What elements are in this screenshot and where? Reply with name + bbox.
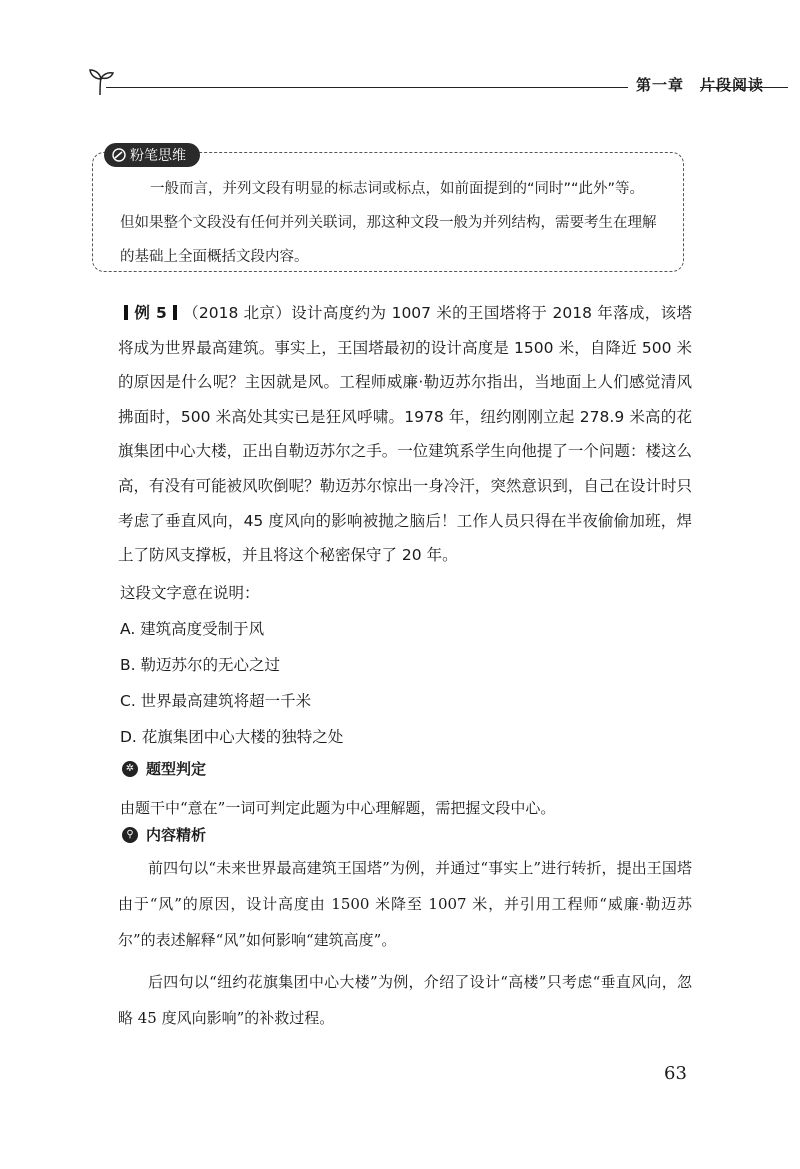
sprout-icon [88, 66, 114, 96]
chalk-line-1: 一般而言，并列文段有明显的标志词或标点，如前面提到的“同时”“此外”等。 [150, 181, 645, 197]
chalk-line-2: 但如果整个文段没有任何并列关联词，那这种文段一般为并列结构，需要考生在理解的基础上全面概括文段内容。 [120, 215, 657, 265]
chalk-tag-label: 粉笔思维 [130, 148, 186, 164]
analysis-paragraph-2: 后四句以“纽约花旗集团中心大楼”为例，介绍了设计“高楼”只考虑“垂直风向，忽略 45 度风向影响”的补救过程。 [118, 973, 692, 1027]
question-block [120, 575, 343, 755]
page-header [88, 66, 788, 100]
option-b: B. 勒迈苏尔的无心之过 [120, 656, 280, 674]
example-label: 例 5 [134, 304, 167, 322]
option-a: A. 建筑高度受制于风 [120, 620, 265, 638]
magnifier-icon: ⚲ [122, 827, 138, 843]
option-d: D. 花旗集团中心大楼的独特之处 [120, 728, 344, 746]
judgement-heading-label: 题型判定 [146, 760, 207, 778]
example-bar-right [173, 305, 177, 320]
example-bar-left [124, 305, 128, 320]
analysis-paragraph-1: 前四句以“未来世界最高建筑王国塔”为例，并通过“事实上”进行转折，提出王国塔由于“风”的原因，设计高度由 1500 米降至 1007 米，并引用工程师“威廉·勒迈苏尔”的表述解释“风”如何影响“建筑高度”。 [118, 859, 692, 949]
header-rule-left [106, 87, 628, 88]
page-number: 63 [664, 1063, 687, 1084]
option-c: C. 世界最高建筑将超一千米 [120, 692, 312, 710]
question-stem: 这段文字意在说明： [120, 584, 260, 602]
chalk-thinking-tag [104, 143, 200, 167]
example-paragraph [118, 296, 692, 573]
analysis-heading-label: 内容精析 [146, 826, 207, 844]
chapter-title: 第一章 片段阅读 [636, 76, 765, 94]
example-body: （2018 北京）设计高度约为 1007 米的王国塔将于 2018 年落成，该塔将成为世界最高建筑。事实上，王国塔最初的设计高度是 1500 米，自降近 500 米的原因是什么呢？主因就是风。工程师威廉·勒迈苏尔指出，当地面上人们感觉清风拂面时，500 米高处其实已是狂风呼啸。1978 年，纽约刚刚立起 278.9 米高的花旗集团中心大楼，正出自勒迈苏尔之手。一位建筑系学生向他提了一个问题：楼这么高，有没有可能被风吹倒呢？勒迈苏尔惊出一身冷汗，突然意识到，自己在设计时只考虑了垂直风向，45 度风向的影响被抛之脑后！工作人员只得在半夜偷偷加班，焊上了防风支撑板，并且将这个秘密保守了 20 年。 [118, 304, 692, 565]
chalk-thinking-text [120, 172, 668, 274]
header-rule-right [700, 87, 788, 88]
gear-icon: ✲ [122, 761, 138, 777]
example-passage [118, 296, 692, 573]
analysis-text [118, 850, 692, 1036]
judgement-text: 由题干中“意在”一词可判定此题为中心理解题，需把握文段中心。 [120, 799, 556, 817]
analysis-heading [122, 824, 206, 845]
chalk-icon [112, 148, 126, 162]
judgement-heading [122, 758, 206, 779]
